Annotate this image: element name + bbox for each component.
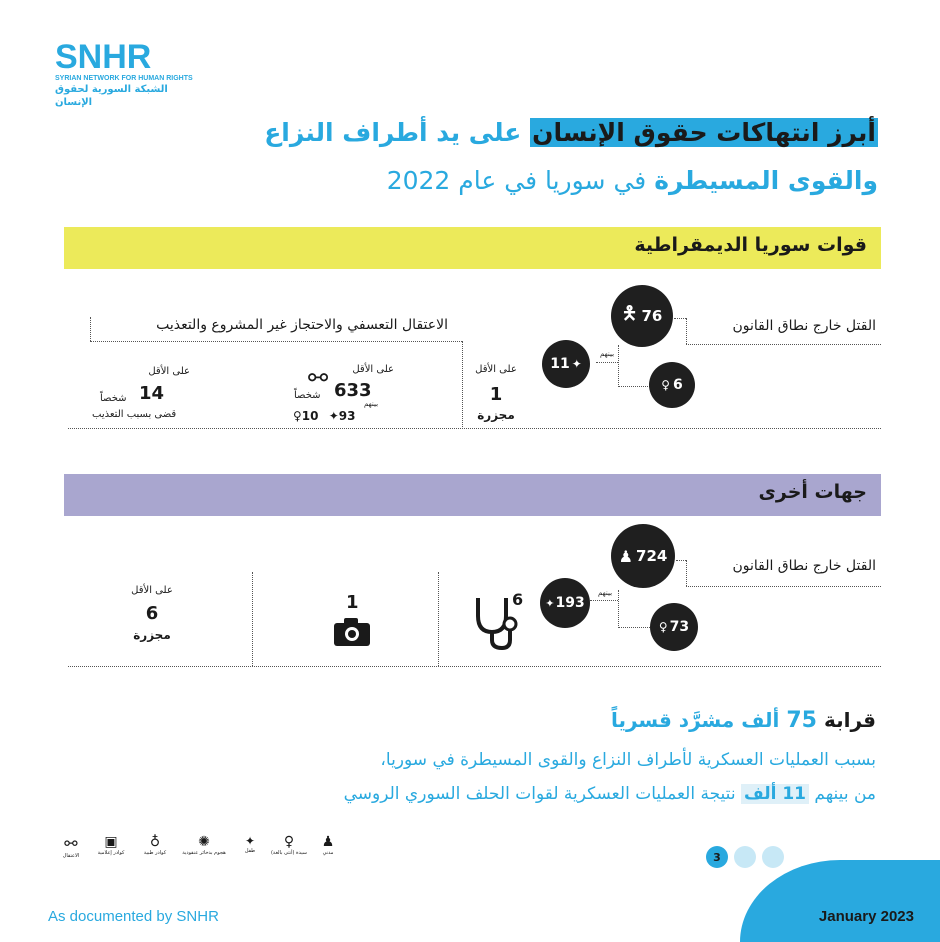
others-section-bar	[64, 474, 881, 516]
displacement-line2-pre: من بينهم	[814, 784, 876, 804]
others-killing-total: 724	[636, 547, 668, 565]
detention-breakdown	[293, 409, 355, 423]
divider	[596, 362, 618, 363]
sdf-killing-circle	[611, 285, 673, 347]
civilian-icon: 🯅	[621, 303, 638, 324]
displacement-post: ألف مشرَّد قسرياً	[610, 708, 780, 732]
sdf-section-title: قوات سوريا الديمقراطية	[634, 234, 867, 256]
handcuffs-icon: ⚯	[64, 834, 78, 853]
divider	[686, 586, 881, 587]
legend-medical-label: كوادر طبية	[143, 850, 167, 856]
legend-item-detention	[56, 834, 86, 859]
divider	[590, 600, 618, 601]
logo-english-name: SYRIAN NETWORK FOR HUMAN RIGHTS	[55, 75, 193, 82]
cluster-munition-icon: ✺	[198, 834, 210, 850]
detention-women-count: 10	[301, 409, 319, 423]
footer-date-panel	[740, 860, 940, 942]
divider	[686, 560, 687, 586]
divider	[438, 572, 439, 666]
civilian-icon: ♟	[618, 546, 634, 566]
others-children-circle	[540, 578, 590, 628]
displacement-line-1: بسبب العمليات العسكرية لأطراف النزاع والقوى المسيطرة في سوريا،	[380, 750, 876, 770]
divider	[618, 590, 619, 628]
others-massacre-atleast: على الأقل	[131, 585, 173, 596]
sdf-section-bar	[64, 227, 881, 269]
legend-civilian-label: مدني	[322, 850, 334, 856]
woman-icon: ♀	[661, 378, 671, 392]
child-icon: ✦	[571, 357, 582, 371]
detention-unit: شخصاً	[294, 390, 321, 401]
civilian-icon: ♟	[321, 834, 335, 850]
divider	[674, 318, 686, 319]
woman-icon: ♀	[658, 620, 668, 634]
logo-text: SNHR	[55, 38, 152, 76]
others-women-circle	[650, 603, 698, 651]
divider	[676, 560, 686, 561]
camera-icon: ▣	[104, 834, 118, 850]
displacement-pre: قرابة	[823, 708, 876, 732]
others-massacre-count: 6	[145, 603, 159, 624]
divider	[462, 341, 463, 429]
sdf-massacre-label: مجزرة	[477, 408, 515, 422]
legend	[56, 834, 346, 874]
divider	[90, 341, 462, 342]
sdf-women-circle	[649, 362, 695, 408]
others-killing-label: القتل خارج نطاق القانون	[732, 558, 876, 574]
legend-child-label: طفل	[244, 848, 256, 854]
others-children-count: 193	[555, 595, 585, 611]
page-indicator-dot[interactable]	[762, 846, 784, 868]
legend-media-label: كوادر إعلامية	[97, 850, 125, 856]
torture-unit: شخصاً	[100, 393, 127, 404]
others-section-title: جهات أخرى	[758, 481, 867, 503]
detention-atleast: على الأقل	[352, 364, 394, 375]
legend-item-civilian	[316, 834, 340, 856]
divider	[686, 318, 687, 344]
sdf-massacre-count: 1	[489, 384, 503, 405]
footer-date: January 2023	[818, 908, 914, 925]
camera-icon	[332, 616, 372, 648]
others-media-count: 1	[346, 592, 359, 613]
sdf-detention-label: الاعتقال التعسفي والاحتجاز غير المشروع والتعذيب	[156, 317, 448, 333]
stethoscope-icon: ♁	[149, 834, 161, 850]
divider	[618, 386, 650, 387]
displacement-line2-num: 11 ألف	[741, 784, 809, 804]
torture-count: 14	[139, 383, 165, 404]
child-icon: ✦	[545, 596, 555, 610]
sdf-massacre-atleast: على الأقل	[475, 364, 517, 375]
sdf-among-label: بينهم	[600, 350, 615, 358]
legend-item-child	[238, 834, 262, 854]
divider	[90, 317, 91, 341]
page-indicator-current[interactable]: 3	[706, 846, 728, 868]
divider	[68, 666, 881, 667]
detention-count: 633	[334, 380, 372, 401]
logo-arabic-name: الشبكة السورية لحقوق الإنسان	[55, 84, 168, 108]
sdf-children-circle	[542, 340, 590, 388]
sdf-killing-total: 76	[641, 307, 663, 325]
woman-icon: ♀	[283, 834, 295, 850]
others-among-label: بينهم	[598, 589, 613, 597]
title-blue-part: على يد أطراف النزاع	[264, 118, 522, 147]
divider	[252, 572, 253, 666]
divider	[686, 344, 881, 345]
displacement-line-2	[344, 784, 876, 804]
title-highlight: أبرز انتهاكات حقوق الإنسان	[532, 118, 876, 147]
detention-among: بينهم	[364, 400, 379, 408]
divider	[618, 345, 619, 387]
displacement-number: 75	[786, 708, 817, 733]
page-indicator-dot[interactable]	[734, 846, 756, 868]
title-line2-bold: والقوى المسيطرة	[654, 166, 878, 195]
displacement-line2-post: نتيجة العمليات العسكرية لقوات الحلف السوري الروسي	[343, 784, 736, 804]
detention-children-count: 93	[338, 409, 356, 423]
others-killing-circle	[611, 524, 675, 588]
others-massacre-label: مجزرة	[133, 628, 171, 642]
divider	[68, 428, 881, 429]
others-women-count: 73	[669, 619, 690, 635]
page-title-line-1	[264, 118, 878, 147]
legend-woman-label: سيدة (أنثى بالغة)	[270, 850, 307, 856]
divider	[618, 627, 650, 628]
legend-item-woman	[266, 834, 312, 856]
torture-label: قضى بسبب التعذيب	[92, 409, 177, 420]
woman-icon: ♀	[293, 409, 302, 423]
legend-item-cluster	[178, 834, 230, 856]
legend-item-media	[94, 834, 128, 856]
sdf-children-count: 11	[550, 356, 570, 372]
footer-source: As documented by SNHR	[48, 908, 219, 925]
sdf-women-count: 6	[673, 377, 683, 393]
child-icon: ✦	[244, 834, 256, 848]
legend-item-medical	[138, 834, 172, 856]
child-icon: ✦	[328, 409, 339, 423]
torture-atleast: على الأقل	[148, 366, 190, 377]
legend-detention-label: الاعتقال	[62, 853, 80, 859]
snhr-logo	[55, 40, 195, 109]
displacement-headline	[611, 708, 876, 733]
page-title-line-2	[387, 166, 878, 195]
sdf-killing-label: القتل خارج نطاق القانون	[732, 318, 876, 334]
legend-cluster-label: هجوم بذخائر عنقودية	[182, 850, 226, 856]
handcuffs-icon: ⚯	[308, 364, 329, 392]
title-line2-light: في سوريا في عام 2022	[386, 166, 647, 195]
others-medical-count: 6	[512, 590, 524, 609]
